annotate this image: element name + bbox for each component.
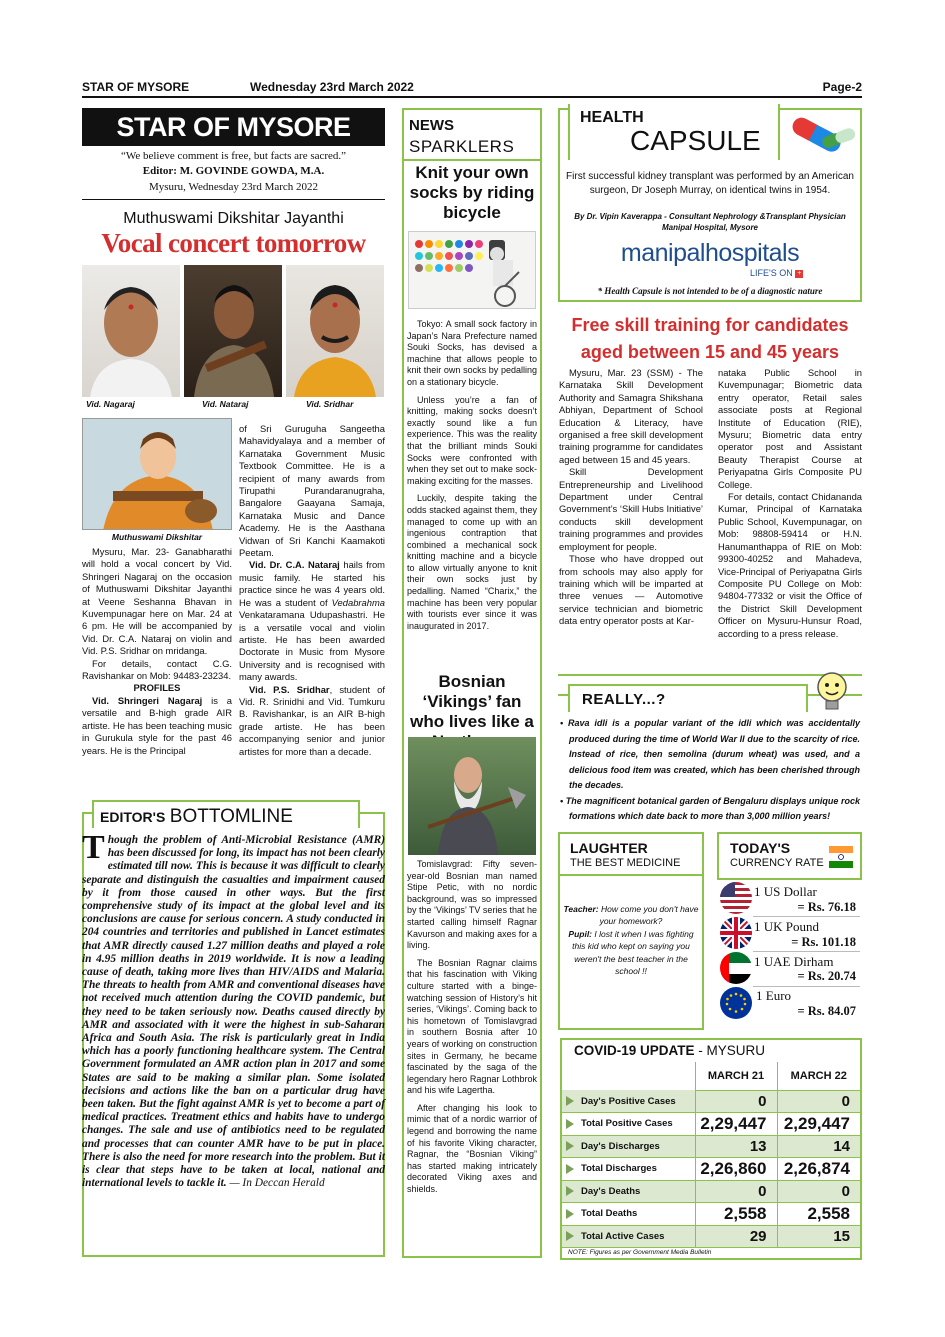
photo-sock-machine (408, 231, 536, 309)
editorial-body: hough the problem of Anti-Microbial Resistance (AMR) has been discussed for long, its impact has not been clearly estimated till now. This is because it was difficult to clearly separate and distinguish the casualties and impairment caused by it from those caused in other ways. But the first comprehensive study of its impact at the global level and its conclusions are cause for serious concern. A study conducted in 204 countries and territories and published in Lancet estimates that AMR directly caused 1.27 million deaths and played a role in 4.95 million deaths in 2019 worldwide. It is now a leading cause of death, taking more lives than HIV/AIDS and Malaria. The threats to health from AMR and conventional diseases have not received much attention during the COVID pandemic, but they need to be taken seriously now. Deaths caused directly by AMR and associated with it were the highest in sub-Saharan Africa and South Asia. The risk is particularly great in India which has a poorly functioning healthcare system. The Central Government formulated an AMR action plan in 2017 and some States are said to be making a similar plan. Some isolated decisions and actions like the ban on a particular drug have been taken. But the fight against AMR is yet to become a part of medical practices. Treatment ethics and habits have to undergo changes. The sale and use of antibiotics need to be regulated and processes that can counter AMR have to be put in place. There is also the need for more research into the problem. But it is clear that steps have to be taken at local, national and international levels to tackle it. (82, 834, 385, 1190)
skill-column-1 (559, 367, 703, 628)
masthead-editor: Editor: M. GOVINDE GOWDA, M.A. (142, 165, 325, 177)
header-paper-name: STAR OF MYSORE (82, 80, 190, 94)
covid-col-march21: MARCH 21 (695, 1062, 777, 1090)
story2-text (407, 859, 537, 1196)
really-item-2: • The magnificent botanical garden of Bengaluru displays unique rock formations which date back to more than 3,000 million years! (560, 795, 861, 821)
covid-title (574, 1043, 765, 1058)
rate-divider (753, 951, 860, 952)
covid-table-row (562, 1180, 860, 1203)
skill-para-5: For details, contact Chidananda Kumar, Principal of Karnataka Public School, Kuvempunagar, on Mob: 98808-59414 or H.N. Hanumanthappa of RIE on Mob: 99300-40252 and Mahadeva, Vice-Principal of Periyapatna Girls Composite PU College on Mob: 94804-77332 or visit the Office of the District Skill Development Officer on Mysuru-Hunsur Road, according to a press release. (718, 491, 862, 639)
manipal-tagline-text: LIFE'S ON (750, 268, 793, 278)
header-page-number: Page-2 (822, 80, 862, 94)
editorial-source: — In Deccan Herald (226, 1177, 325, 1190)
photo-sridhar (286, 265, 384, 397)
pupil-line: I lost it when I was fighting this kid who kept on saying you weren't the best teacher in the school !! (572, 928, 694, 977)
covid-row-label-text: Total Positive Cases (581, 1118, 673, 1130)
laughter-joke (563, 903, 699, 977)
profile2-rest: Venkataramana Udupashastri. He is a versatile vocal and violin artiste. He has been awarded Doctorate in Music from Mysore University and is recognised with many awards. (239, 609, 385, 683)
skill-para-3: Those who have dropped out from schools may also apply for training which will be imparted at three venues — Automotive service technician and biometric data entry operator posts at Kar- (559, 553, 703, 627)
manipal-logo: manipalhospitals (620, 239, 800, 267)
really-item-1: • Rava idli is a popular variant of the idli which was accidentally produced during the time of World War II due to the scarcity of rice. Instead of rice, then semolina (durum wheat) was used, and a delicious food item was created, which has been cherished through the decades. (560, 718, 861, 790)
teacher-line: How come you don't have your homework? (598, 904, 699, 927)
story2-para-1: Tomislavgrad: Fifty seven-year-old Bosnian man named Stipe Petic, with no nordic background, was so impressed by the ‘Vikings’ TV series that he started calling himself Ragnar Kavurson and making axes for a living. (407, 859, 537, 951)
rate-value-eur: = Rs. 84.07 (797, 1004, 856, 1018)
rate-name-gbp: 1 UK Pound (754, 919, 820, 934)
page-header (82, 80, 862, 94)
story2-para-2: The Bosnian Ragnar claims that his fascination with Viking culture started with a binge-watching session of History’s hit series, ‘Vikings’. Coming back to his hometown of Tomislavgrad in southern Bosnia after 10 years of working on construction sites in Germany, he became fascinated by the saga of the legendary hero Ragnar Lothbrok and his wife Lagertha. (407, 957, 537, 1096)
rate-divider (753, 916, 860, 917)
news-rule (402, 159, 542, 161)
pupil-label: Pupil: (568, 928, 593, 939)
editorial-text (82, 829, 385, 1190)
covid-row-value-a: 2,26,860 (695, 1158, 777, 1181)
covid-table-row (562, 1225, 860, 1248)
teacher-label: Teacher: (563, 904, 599, 914)
header-rule (82, 96, 862, 98)
concert-para-1: Mysuru, Mar. 23- Ganabharathi will hold a vocal concert by Vid. Shringeri Nagaraj on the occasion of Muthuswami Dikshitar Jayanthi at Veene Seshanna Bhavan in Kuvempunagar here on Mar. 24 at 6 pm. He will be accompanied by Vid. Dr. C.A. Nataraj on violin and Vid. P.S. Sridhar on mridanga. (82, 546, 232, 657)
photo-nataraj (184, 265, 282, 397)
us-flag-icon (720, 882, 752, 914)
story2-para-3: After changing his look to mimic that of a nordic warrior of legend and borrowing the name of his favorite Viking character, Ragnar, the “Bosnian Viking” has started making intricately decorated Viking axes and shields. (407, 1102, 537, 1195)
health-text: First successful kidney transplant was performed by an American surgeon, Dr Joseph Murray, on identical twins in 1954. (566, 171, 854, 196)
covid-row-label (562, 1135, 695, 1158)
story1-para-2: Unless you’re a fan of knitting, making socks doesn’t exactly sound like a fun experience. This was the reality that the brilliant minds Souki Socks were confronted with when they set out to make sock-making exciting for the masses. (407, 394, 537, 486)
skill-para-4: nataka Public School in Kuvempunagar; Biometric data entry operator, Retail sales associate posts at Regional Institute of Education (RIE), Mysuru; Biometric data entry operator post and Assistant Beauty Therapist Course at Periyapatna Girls Composite PU College. (718, 367, 862, 490)
arrow-right-icon (566, 1119, 574, 1129)
covid-row-label-text: Total Active Cases (581, 1230, 665, 1242)
covid-row-value-b: 0 (777, 1090, 860, 1113)
covid-row-value-a: 2,558 (695, 1203, 777, 1226)
masthead-motto: “We believe comment is free, but facts are sacred.” (120, 150, 347, 162)
lightbulb-icon (812, 670, 852, 714)
skill-headline: Free skill training for candidates aged between 15 and 45 years (571, 315, 849, 362)
story1-text (407, 319, 537, 632)
sparklers-label: SPARKLERS (409, 137, 515, 156)
covid-row-label-text: Day's Deaths (581, 1185, 641, 1197)
rate-value-usd: = Rs. 76.18 (797, 900, 856, 914)
covid-row-label-text: Total Discharges (581, 1163, 657, 1175)
editorial-dropcap: T (82, 829, 105, 866)
health-byline (562, 211, 858, 233)
covid-header-blank (562, 1062, 695, 1090)
photo-viking (408, 737, 536, 855)
profile2-italic: Vedabrahma (331, 596, 385, 608)
laughter-label: LAUGHTER (570, 840, 648, 856)
laughter-rule (558, 874, 704, 876)
eu-flag-icon (720, 987, 752, 1019)
covid-row-value-a: 29 (695, 1225, 777, 1248)
covid-row-label (562, 1158, 695, 1181)
really-label: REALLY...? (568, 684, 808, 712)
covid-row-value-b: 2,26,874 (777, 1158, 860, 1181)
story1-headline: Knit your own socks by riding bicycle (409, 163, 535, 222)
covid-row-label-text: Day's Discharges (581, 1140, 660, 1152)
editors-label: EDITOR'S (100, 809, 166, 825)
covid-table-row (562, 1203, 860, 1226)
covid-row-value-b: 2,558 (777, 1203, 860, 1226)
covid-row-value-b: 2,29,447 (777, 1113, 860, 1136)
covid-row-label (562, 1113, 695, 1136)
profile1-name: Vid. Shringeri Nagaraj (92, 694, 203, 706)
covid-table-row (562, 1135, 860, 1158)
caption-nagaraj: Vid. Nagaraj (86, 399, 135, 409)
editors-bottomline-tab (92, 800, 360, 828)
covid-row-label (562, 1180, 695, 1203)
rate-name-aed: 1 UAE Dirham (754, 954, 834, 969)
caption-nataraj: Vid. Nataraj (202, 399, 249, 409)
profile3-text: , student of Vid. R. Srinidhi and Vid. Tumkuru B. Ravishankar, is an AIR B-high grade artiste. He has been accompanying senior and junior artistes for more than a decade. (239, 683, 386, 757)
covid-table-row (562, 1113, 860, 1136)
covid-row-label (562, 1090, 695, 1113)
profile3-name: Vid. P.S. Sridhar (249, 683, 330, 695)
covid-note: NOTE: Figures as per Government Media Bulletin (568, 1249, 712, 1256)
health-disclaimer: * Health Capsule is not intended to be of a diagnostic nature (597, 286, 823, 296)
arrow-right-icon (566, 1096, 574, 1106)
covid-table-row (562, 1090, 860, 1113)
plus-icon: + (797, 269, 802, 277)
india-flag-icon (829, 846, 853, 868)
concert-column-2 (239, 423, 385, 758)
covid-location: - MYSURU (694, 1043, 766, 1058)
health-label: HEALTH (580, 109, 644, 126)
story1-para-1: Tokyo: A small sock factory in Japan’s Nara Prefecture named Souki Socks, has devised a machine that allows people to knit their own socks by pedalling on a stationary bicycle. (407, 319, 537, 387)
health-capsule-tab (568, 104, 780, 160)
profile1-text: is a versatile and B-high grade AIR artiste. He has been teaching music in Gurukula style for the past 46 years. He is the Principal (82, 694, 232, 756)
capsule-icon (782, 112, 860, 162)
covid-row-value-a: 2,29,447 (695, 1113, 777, 1136)
covid-row-label-text: Day's Positive Cases (581, 1095, 676, 1107)
arrow-right-icon (566, 1186, 574, 1196)
arrow-right-icon (566, 1209, 574, 1219)
covid-row-label-text: Total Deaths (581, 1208, 638, 1220)
really-item-2-text: The magnificent botanical garden of Bengaluru displays unique rock formations which date back to more than 3,000 million years! (565, 795, 861, 821)
header-date: Wednesday 23rd March 2022 (250, 80, 414, 94)
profiles-label: PROFILES (133, 682, 181, 694)
covid-col-march22: MARCH 22 (777, 1062, 860, 1090)
rate-divider (753, 986, 860, 987)
covid-row-value-a: 0 (695, 1180, 777, 1203)
concert-kicker: Muthuswami Dikshitar Jayanthi (123, 210, 344, 227)
best-medicine-label: THE BEST MEDICINE (570, 857, 681, 869)
covid-table (562, 1062, 860, 1248)
masthead-dateline: Mysuru, Wednesday 23rd March 2022 (148, 181, 319, 193)
capsule-label: CAPSULE (630, 125, 761, 156)
portrait-dikshitar (82, 418, 232, 530)
story1-para-3: Luckily, despite taking the odds stacked against them, they managed to come up with an ingenious contraption that combined a mechanical sock knitting machine and a bicycle to allow virtually anyone to knit their own socks just by pedalling. Named “Charix,” the machine has been very popular with tourists ever since it was inaugurated in 2017. (407, 493, 537, 631)
masthead-title: STAR OF MYSORE (82, 108, 385, 146)
skill-column-2 (718, 367, 862, 640)
uae-flag-icon (720, 952, 752, 984)
photo-nagaraj (82, 265, 180, 397)
covid-row-label (562, 1203, 695, 1226)
skill-para-2: Skill Development Entrepreneurship and Livelihood Department under Central Government’s ‘Skill Hubs Initiative’ conducts skill development training programmes and provides employment for people. (559, 466, 703, 552)
covid-row-value-a: 13 (695, 1135, 777, 1158)
rate-value-aed: = Rs. 20.74 (797, 969, 856, 983)
caption-dikshitar: Muthuswami Dikshitar (111, 532, 203, 542)
arrow-right-icon (566, 1164, 574, 1174)
caption-sridhar: Vid. Sridhar (306, 399, 354, 409)
profile1-continued: of Sri Guruguha Sangeetha Mahavidyalaya and a member of Karnataka Government Music Textbook Committee. He is a recipient of many awards from Tirupathi Purandaranugraha, Bangalore Gaayana Samaja, Karnataka Music and Dance Academy. He is the Aasthana Vidwan of Sri Kanchi Kaamakoti Peetam. (239, 423, 385, 559)
bottomline-label: BOTTOMLINE (169, 806, 293, 827)
health-byline-hospital: Manipal Hospital, Mysore (661, 223, 759, 232)
currency-rate-label: CURRENCY RATE (730, 857, 824, 869)
covid-row-value-b: 0 (777, 1180, 860, 1203)
covid-row-value-b: 15 (777, 1225, 860, 1248)
manipal-tagline (750, 268, 803, 278)
covid-table-row (562, 1158, 860, 1181)
rate-value-gbp: = Rs. 101.18 (791, 935, 856, 949)
masthead-rule (82, 199, 385, 200)
arrow-right-icon (566, 1141, 574, 1151)
health-byline-doctor: By Dr. Vipin Kaverappa - Consultant Nephrology &Transplant Physician (574, 212, 846, 221)
really-item-1-text: Rava idli is a popular variant of the idli which was accidentally produced during the time of World War II due to the scarcity of rice. Instead of rice, then semolina (durum wheat) was used, and a delicious food item was created, which has been cherished through the decades. (568, 718, 861, 790)
covid-row-value-a: 0 (695, 1090, 777, 1113)
rate-name-eur: 1 Euro (756, 988, 792, 1003)
covid-row-label (562, 1225, 695, 1248)
profile2-text: hails from music family. He started his practice since he was 4 years old. He was a student of (239, 559, 385, 608)
arrow-right-icon (566, 1231, 574, 1241)
really-list (560, 716, 860, 825)
concert-headline: Vocal concert tomorrow (101, 228, 366, 258)
todays-label: TODAY'S (730, 840, 791, 856)
skill-para-1: Mysuru, Mar. 23 (SSM) - The Karnataka Skill Development Authority and Samagra Shikshana Abhiyan, Department of School Education & Literacy, have organised a free skill development training programme for candidates aged between 15 and 45 years. (559, 367, 703, 465)
rate-name-usd: 1 US Dollar (754, 884, 817, 899)
concert-para-2: For details, contact C.G. Ravishankar on Mob: 94483-23234. (82, 657, 232, 682)
concert-column-1 (82, 546, 232, 757)
covid-row-value-b: 14 (777, 1135, 860, 1158)
story2-headline: Bosnian ‘Vikings’ fan who lives like a (410, 672, 534, 731)
profile2-name: Vid. Dr. C.A. Nataraj (249, 559, 340, 571)
uk-flag-icon (720, 917, 752, 949)
covid-rows (562, 1090, 860, 1248)
news-label: NEWS (409, 117, 454, 134)
covid-label: COVID-19 UPDATE (574, 1043, 695, 1058)
